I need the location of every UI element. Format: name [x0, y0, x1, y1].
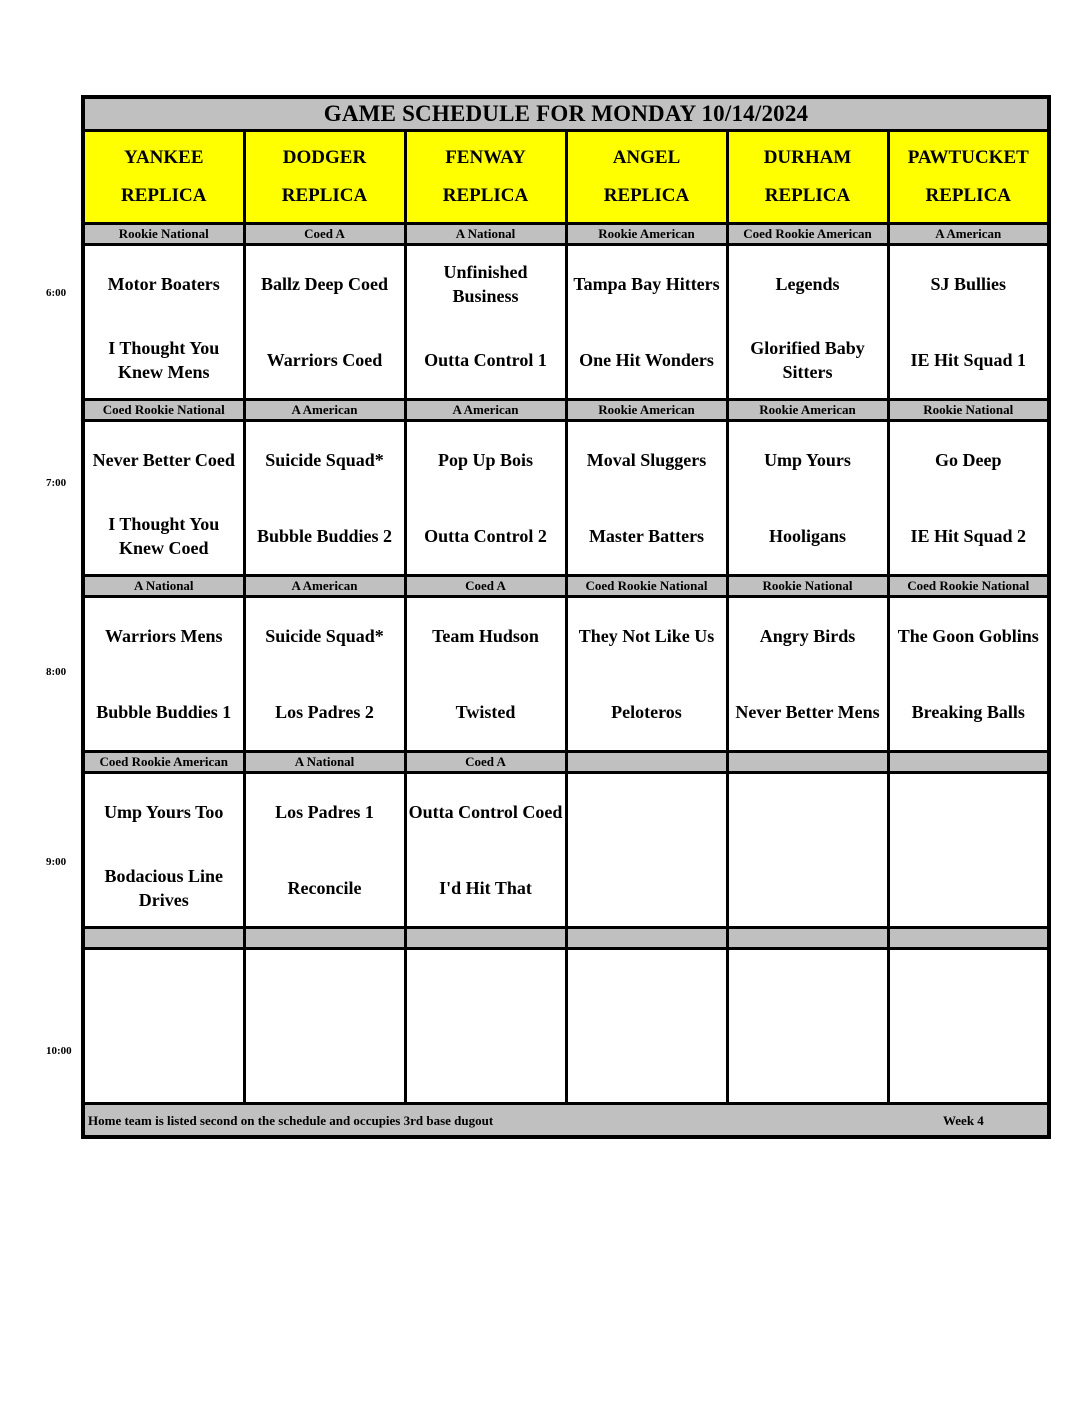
home-team: One Hit Wonders: [566, 322, 727, 400]
division-label: [244, 928, 405, 949]
field-name: DURHAM: [763, 147, 852, 168]
home-team-row: [83, 850, 1049, 928]
footer-note: Home team is listed second on the schedule and occupies 3rd base dugout: [88, 1113, 494, 1128]
time-slot-label: 8:00: [46, 666, 67, 678]
time-slot-label: 6:00: [46, 287, 67, 299]
away-team: [727, 949, 888, 1027]
home-team: [888, 850, 1049, 928]
division-label: Coed Rookie National: [566, 576, 727, 597]
home-team: Never Better Mens: [727, 674, 888, 752]
away-team: [888, 773, 1049, 851]
field-name: DODGER: [282, 147, 367, 168]
division-label: Coed Rookie American: [83, 752, 244, 773]
away-team: [888, 949, 1049, 1027]
division-label: A American: [244, 576, 405, 597]
away-team: Outta Control Coed: [405, 773, 566, 851]
away-team: The Goon Goblins: [888, 597, 1049, 675]
division-row: [83, 928, 1049, 949]
away-team: [727, 773, 888, 851]
home-team: Outta Control 1: [405, 322, 566, 400]
field-name: FENWAY: [445, 147, 526, 168]
time-slot-label: 9:00: [46, 855, 67, 868]
field-header-1: [244, 131, 405, 224]
home-team: Los Padres 2: [244, 674, 405, 752]
home-team: Twisted: [405, 674, 566, 752]
division-label: Coed Rookie National: [83, 400, 244, 421]
week-label: Week 4: [943, 1113, 984, 1128]
away-team: Warriors Mens: [83, 597, 244, 675]
division-label: Rookie American: [566, 400, 727, 421]
away-team: SJ Bullies: [888, 245, 1049, 323]
field-name: ANGEL: [612, 147, 681, 168]
division-label: A American: [405, 400, 566, 421]
division-label: Coed A: [244, 224, 405, 245]
home-team: [83, 1026, 244, 1104]
field-header-4: [727, 131, 888, 224]
division-row: [83, 576, 1049, 597]
away-team: Unfinished Business: [405, 245, 566, 323]
field-type: REPLICA: [442, 185, 529, 206]
home-team: [566, 850, 727, 928]
home-team: Outta Control 2: [405, 498, 566, 576]
away-team: [244, 949, 405, 1027]
division-label: [83, 928, 244, 949]
away-team-row: [83, 597, 1049, 675]
away-team-row: [83, 245, 1049, 323]
away-team: Tampa Bay Hitters: [566, 245, 727, 323]
division-label: [566, 928, 727, 949]
away-team: [83, 949, 244, 1027]
division-label: A American: [888, 224, 1049, 245]
field-type: REPLICA: [603, 185, 690, 206]
away-team: Moval Sluggers: [566, 421, 727, 499]
home-team: I Thought You Knew Mens: [83, 322, 244, 400]
field-type: REPLICA: [120, 185, 207, 206]
away-team-row: [83, 421, 1049, 499]
away-team: Suicide Squad*: [244, 597, 405, 675]
division-label: Coed Rookie National: [888, 576, 1049, 597]
home-team: I Thought You Knew Coed: [83, 498, 244, 576]
footer-row: [83, 1104, 1049, 1138]
division-label: [727, 752, 888, 773]
division-label: Rookie American: [727, 400, 888, 421]
division-row: [83, 752, 1049, 773]
field-header-5: [888, 131, 1049, 224]
home-team: [244, 1026, 405, 1104]
division-label: [727, 928, 888, 949]
home-team: Glorified Baby Sitters: [727, 322, 888, 400]
home-team-row: [83, 498, 1049, 576]
division-label: Rookie National: [727, 576, 888, 597]
home-team-row: [83, 674, 1049, 752]
division-label: Rookie American: [566, 224, 727, 245]
home-team: Master Batters: [566, 498, 727, 576]
away-team: Motor Boaters: [83, 245, 244, 323]
away-team: [566, 949, 727, 1027]
time-slot-label: 10:00: [46, 1045, 72, 1057]
field-header-3: [566, 131, 727, 224]
division-label: Rookie National: [83, 224, 244, 245]
field-name: PAWTUCKET: [907, 147, 1029, 168]
field-header-0: [83, 131, 244, 224]
home-team: [566, 1026, 727, 1104]
division-label: Coed Rookie American: [727, 224, 888, 245]
home-team: I'd Hit That: [405, 850, 566, 928]
home-team: [727, 1026, 888, 1104]
away-team: Ump Yours Too: [83, 773, 244, 851]
away-team: Ump Yours: [727, 421, 888, 499]
away-team: [566, 773, 727, 851]
away-team: Team Hudson: [405, 597, 566, 675]
schedule-title: GAME SCHEDULE FOR MONDAY 10/14/2024: [83, 97, 1049, 131]
division-label: [888, 752, 1049, 773]
home-team: Bodacious Line Drives: [83, 850, 244, 928]
division-row: [83, 400, 1049, 421]
away-team-row: [83, 949, 1049, 1027]
division-label: A American: [244, 400, 405, 421]
home-team-row: [83, 1026, 1049, 1104]
away-team: Suicide Squad*: [244, 421, 405, 499]
home-team: [727, 850, 888, 928]
division-label: [566, 752, 727, 773]
away-team: Pop Up Bois: [405, 421, 566, 499]
away-team: Never Better Coed: [83, 421, 244, 499]
home-team: Peloteros: [566, 674, 727, 752]
home-team: Warriors Coed: [244, 322, 405, 400]
field-header-row: [83, 131, 1049, 224]
division-label: Rookie National: [888, 400, 1049, 421]
field-type: REPLICA: [925, 185, 1012, 206]
away-team: Los Padres 1: [244, 773, 405, 851]
time-slot-label: 7:00: [46, 476, 67, 489]
away-team: Go Deep: [888, 421, 1049, 499]
division-label: A National: [405, 224, 566, 245]
home-team-row: [83, 322, 1049, 400]
away-team: [405, 949, 566, 1027]
away-team: They Not Like Us: [566, 597, 727, 675]
title-row: [83, 97, 1049, 131]
home-team: Bubble Buddies 1: [83, 674, 244, 752]
away-team: Angry Birds: [727, 597, 888, 675]
home-team: Bubble Buddies 2: [244, 498, 405, 576]
field-type: REPLICA: [281, 185, 368, 206]
division-row: [83, 224, 1049, 245]
home-team: Breaking Balls: [888, 674, 1049, 752]
division-label: [405, 928, 566, 949]
home-team: [888, 1026, 1049, 1104]
home-team: Reconcile: [244, 850, 405, 928]
division-label: A National: [83, 576, 244, 597]
footer: [83, 1104, 1049, 1138]
schedule-table: [81, 95, 1051, 1139]
field-name: YANKEE: [123, 147, 204, 168]
division-label: Coed A: [405, 752, 566, 773]
home-team: IE Hit Squad 2: [888, 498, 1049, 576]
division-label: A National: [244, 752, 405, 773]
home-team: [405, 1026, 566, 1104]
field-type: REPLICA: [764, 185, 851, 206]
home-team: Hooligans: [727, 498, 888, 576]
division-label: Coed A: [405, 576, 566, 597]
away-team-row: [83, 773, 1049, 851]
away-team: Legends: [727, 245, 888, 323]
division-label: [888, 928, 1049, 949]
home-team: IE Hit Squad 1: [888, 322, 1049, 400]
field-header-2: [405, 131, 566, 224]
away-team: Ballz Deep Coed: [244, 245, 405, 323]
